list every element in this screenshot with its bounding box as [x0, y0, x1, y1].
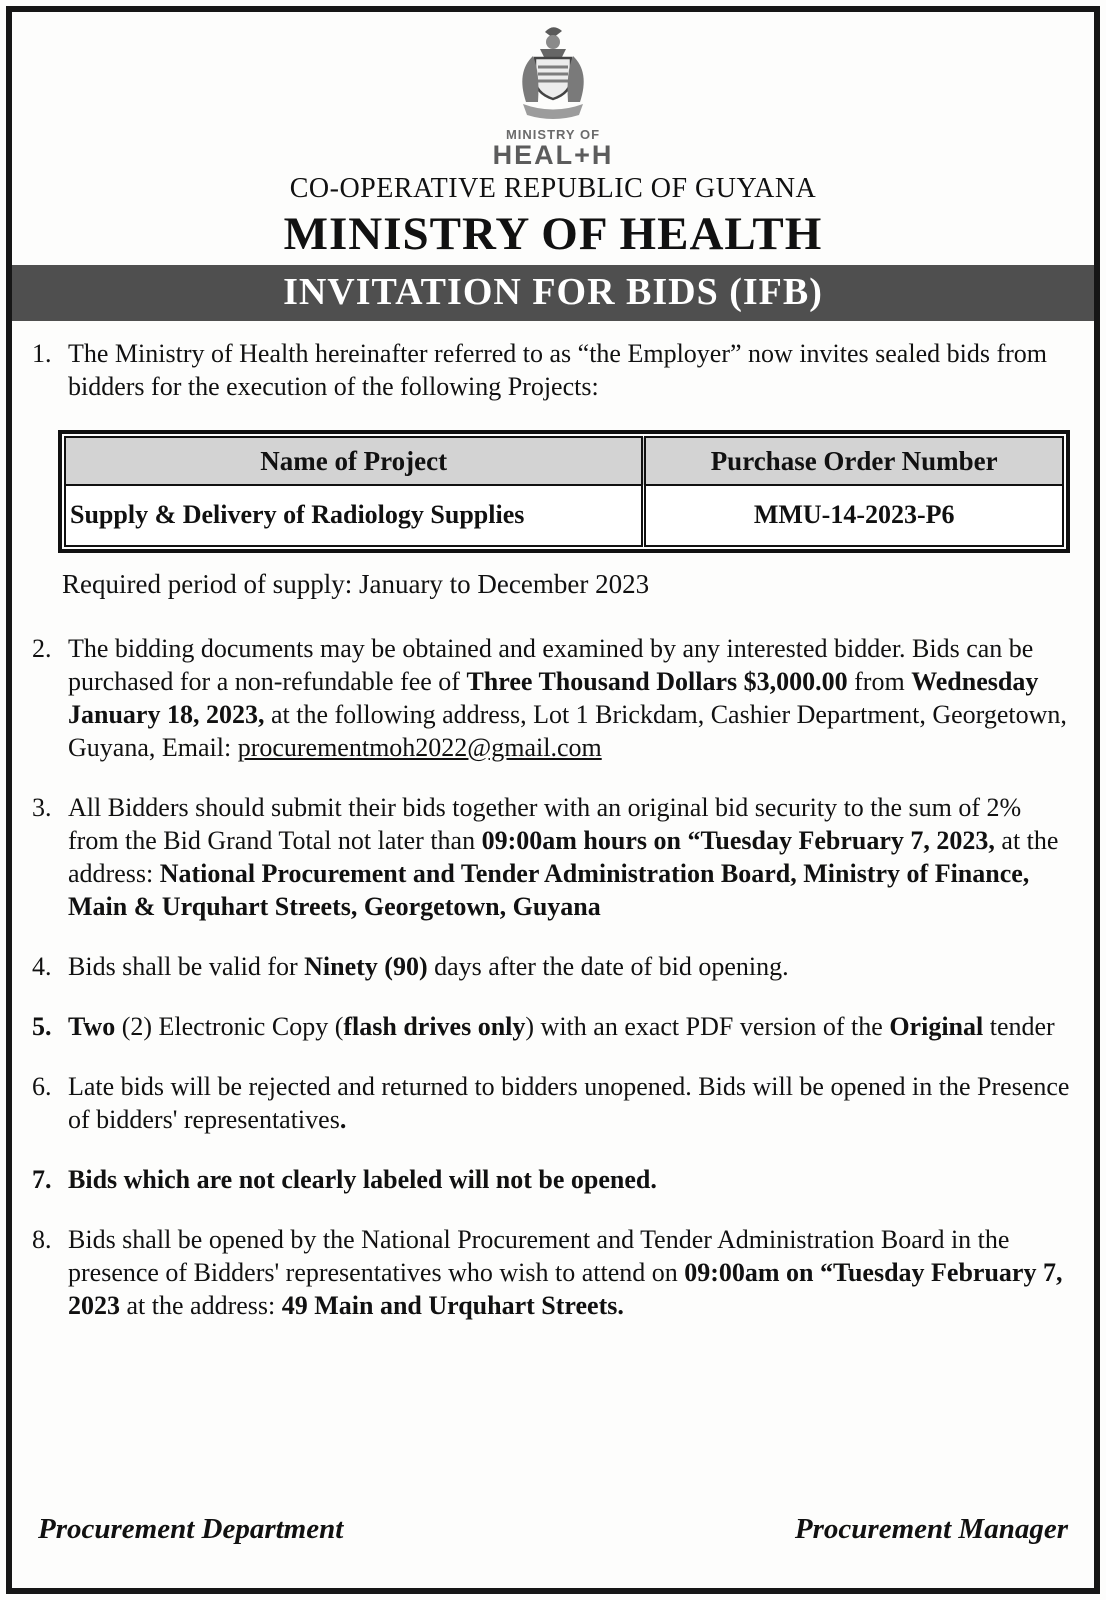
text-segment: The bidding documents may be obtained and examined by any interested bidder. Bids can be purchased for a non-refundable fee of — [68, 633, 1034, 696]
text-segment: Three Thousand Dollars $3,000.00 — [466, 666, 848, 696]
text-segment: ) with an exact PDF version of the — [525, 1011, 890, 1041]
item-number: 8. — [32, 1224, 52, 1254]
item-text — [68, 1223, 1074, 1322]
item-text — [68, 950, 1074, 983]
item-text — [68, 337, 1074, 403]
document-body — [32, 337, 1074, 1349]
item-text — [68, 1010, 1074, 1043]
cell-po-number: MMU-14-2023-P6 — [644, 485, 1063, 546]
country-title: CO-OPERATIVE REPUBLIC OF GUYANA — [289, 173, 817, 204]
item-text — [68, 632, 1074, 764]
header — [32, 12, 1074, 169]
text-segment: 09:00am hours on “Tuesday February 7, 2023, — [481, 825, 995, 855]
logo-ministry-of-text: MINISTRY OF — [505, 127, 601, 142]
item-text — [68, 1070, 1074, 1136]
item-text — [68, 791, 1074, 923]
page-border-frame — [6, 6, 1100, 1594]
list-item-1 — [32, 337, 1074, 403]
text-segment: Bids shall be opened by the National Procurement and Tender Administration Board in the presence of Bidders' representatives who wish to attend on — [68, 1224, 1010, 1287]
ifb-banner: INVITATION FOR BIDS (IFB) — [12, 265, 1094, 321]
text-segment: All Bidders should submit their bids together with an original bid security to the sum of 2% from the Bid Grand Total not later than — [68, 792, 1022, 855]
item-number: 7. — [32, 1164, 52, 1194]
text-segment: at the address: — [68, 825, 1059, 888]
text-segment: Wednesday January 18, 2023, — [68, 666, 1039, 729]
text-segment: tender — [983, 1011, 1055, 1041]
text-segment: at the following address, Lot 1 Brickdam, Cashier Department, Georgetown, Guyana, Email: — [68, 699, 1067, 762]
list-item-3 — [32, 791, 1074, 923]
text-segment: National Procurement and Tender Administration Board, Ministry of Finance, Main & Urquhart Streets, Georgetown, Guyana — [68, 858, 1030, 921]
text-segment: from — [847, 666, 912, 696]
text-segment: 09:00am on “Tuesday February 7, 2023 — [68, 1257, 1063, 1320]
item-number: 5. — [32, 1011, 52, 1041]
text-segment: Ninety (90) — [304, 951, 428, 981]
table-header-po-number: Purchase Order Number — [644, 437, 1063, 485]
list-item-8 — [32, 1223, 1074, 1322]
list-item-4 — [32, 950, 1074, 983]
required-period-text: Required period of supply: January to December 2023 — [62, 569, 650, 600]
text-segment: Two — [68, 1011, 116, 1041]
cell-project-name: Supply & Delivery of Radiology Supplies — [70, 500, 525, 530]
text-segment: Bids which are not clearly labeled will not be opened. — [68, 1164, 657, 1194]
list-item-5 — [32, 1010, 1074, 1043]
text-segment: . — [339, 1104, 347, 1134]
projects-table — [64, 436, 1064, 547]
projects-table-frame — [58, 430, 1070, 553]
procurement-department-label: Procurement Department — [38, 1513, 344, 1545]
text-segment: Late bids will be rejected and returned to bidders unopened. Bids will be opened in the Presence of bidders' representatives — [68, 1071, 1070, 1134]
email-link[interactable]: procurementmoh2022@gmail.com — [237, 732, 602, 762]
coat-of-arms-logo — [493, 22, 613, 126]
item-number: 1. — [32, 339, 52, 368]
table-header-row — [65, 437, 1063, 485]
item-number: 4. — [32, 951, 52, 981]
table-header-project: Name of Project — [65, 437, 644, 485]
list-item-7 — [32, 1163, 1074, 1196]
list-item-2 — [32, 632, 1074, 764]
text-segment: at the address: — [120, 1290, 282, 1320]
text-segment: flash drives only — [343, 1011, 526, 1041]
text-segment: The Ministry of Health hereinafter referred to as “the Employer” now invites sealed bids from bidders for the execution of the following Projects: — [68, 339, 1047, 402]
item-number: 3. — [32, 792, 52, 822]
item-text — [68, 1163, 1074, 1196]
procurement-manager-label: Procurement Manager — [794, 1513, 1068, 1545]
page-content — [12, 12, 1094, 1588]
text-segment: Bids shall be valid for — [68, 951, 305, 981]
item-number: 2. — [32, 633, 52, 663]
table-row — [65, 485, 1063, 546]
text-segment: days after the date of bid opening. — [427, 951, 789, 981]
list-item-6 — [32, 1070, 1074, 1136]
text-segment: (2) Electronic Copy ( — [115, 1011, 344, 1041]
item-number: 6. — [32, 1071, 52, 1101]
signature-line — [32, 1513, 1074, 1588]
text-segment: Original — [889, 1011, 984, 1041]
text-segment: 49 Main and Urquhart Streets. — [281, 1290, 624, 1320]
ministry-title: MINISTRY OF HEALTH — [283, 208, 823, 260]
logo-brand-text: HEAL+H — [492, 140, 614, 170]
